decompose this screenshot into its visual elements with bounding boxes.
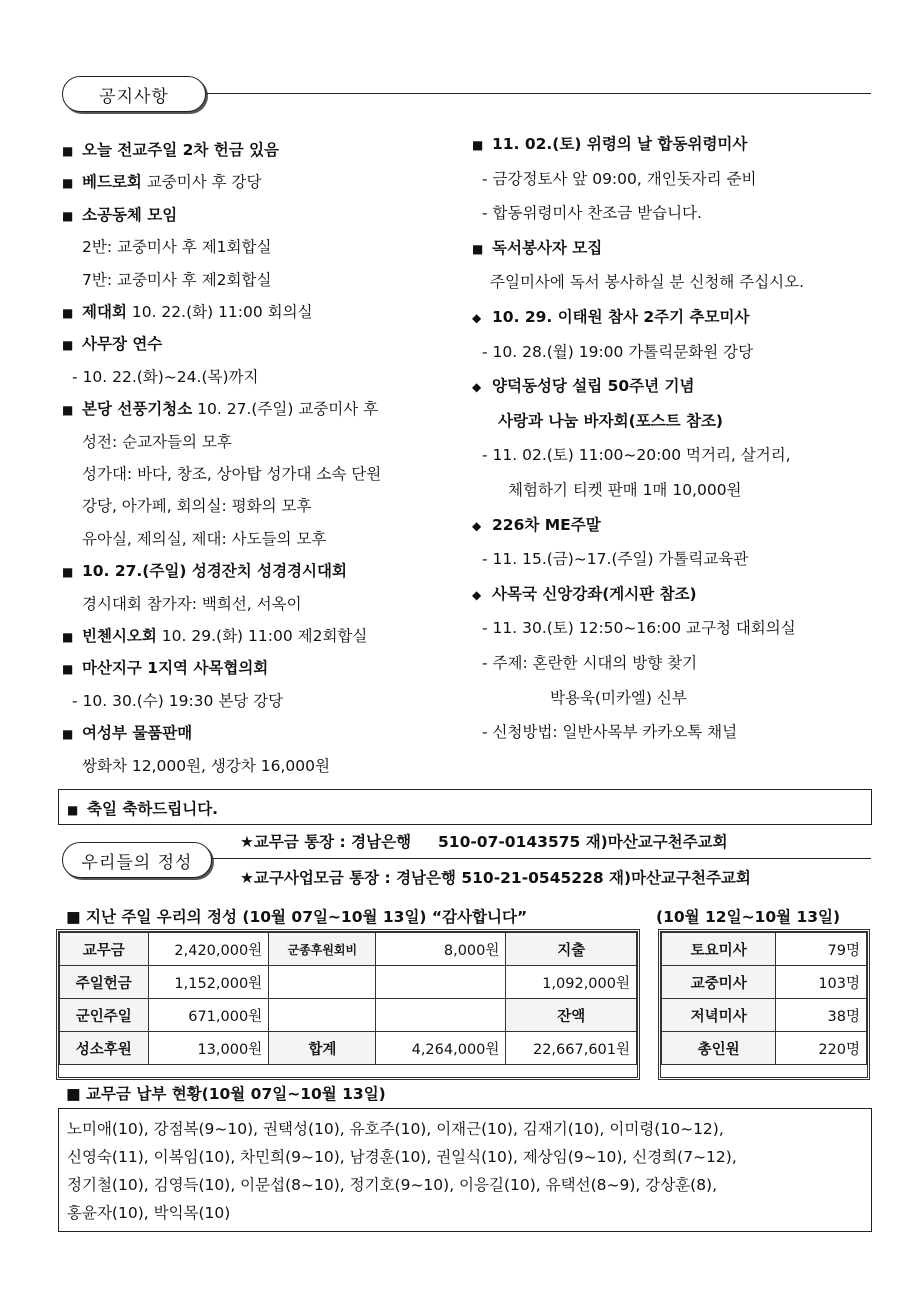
table-row (662, 1032, 867, 1065)
feast-box (58, 789, 872, 825)
table-cell: 220명 (776, 1032, 867, 1065)
notice-item-title: 10. 27.(주일) 성경잔치 성경경시대회 (82, 562, 347, 581)
square-bullet-icon: ■ (62, 306, 74, 320)
square-bullet-icon: ■ (62, 565, 74, 580)
offering-title: 우리들의 정성 (62, 842, 212, 878)
notice-item (490, 270, 804, 292)
notice-item-title: 제대회 (82, 303, 127, 321)
table-cell: 합계 (269, 1032, 376, 1065)
notice-item-text: 성전: 순교자들의 모후 (82, 432, 232, 451)
notice-item-text: 박용욱(미카엘) 신부 (550, 688, 687, 707)
notice-item-title: 10. 29. 이태원 참사 2주기 추모미사 (492, 308, 750, 326)
notice-item-title: 사목국 신앙강좌(게시판 참조) (492, 584, 697, 603)
notice-item-text: 체험하기 티켓 판매 1매 10,000원 (508, 481, 742, 499)
payment-line: 노미애(10), 강점복(9~10), 권택성(10), 유호주(10), 이재근(10), 김재기(10), 이미령(10~12), (67, 1120, 724, 1138)
notice-item-text: 10. 29.(화) 11:00 제2회합실 (156, 627, 368, 645)
notice-item-text: 10. 27.(주일) 교중미사 후 (192, 400, 379, 419)
notice-item-title: 여성부 물품판매 (82, 724, 193, 743)
notice-item (62, 300, 313, 322)
table-row (662, 999, 867, 1032)
square-bullet-icon: ■ (62, 403, 74, 418)
notice-item-text: - 신청방법: 일반사목부 카카오톡 채널 (482, 723, 738, 742)
notice-item (482, 547, 748, 569)
notice-item (482, 720, 737, 742)
table-cell: 38명 (776, 999, 867, 1032)
table-row (662, 966, 867, 999)
notice-item (472, 582, 697, 604)
attendance-table (661, 932, 867, 1065)
notice-item-text: - 10. 28.(월) 19:00 가톨릭문화원 강당 (482, 342, 754, 361)
notice-item (82, 235, 271, 257)
notice-item (62, 170, 262, 192)
notice-item-title: 사무장 연수 (82, 335, 163, 354)
attendance-table-frame (658, 929, 870, 1080)
notice-item-text: 10. 22.(화) 11:00 회의실 (126, 303, 313, 321)
notice-item-text: 주일미사에 독서 봉사하실 분 신청해 주십시오. (490, 273, 805, 292)
notice-item-text: - 금강정토사 앞 09:00, 개인돗자리 준비 (482, 169, 757, 188)
table-cell: 주일헌금 (60, 966, 149, 999)
notice-item (62, 203, 177, 225)
notice-item (472, 305, 749, 327)
offering-divider (212, 858, 871, 859)
square-bullet-icon: ■ (62, 338, 74, 353)
diamond-bullet-icon: ◆ (472, 587, 482, 602)
notice-item (482, 340, 753, 362)
table-cell: 1,092,000원 (506, 966, 637, 999)
notice-item-text: - 11. 02.(토) 11:00~20:00 먹거리, 살거리, (482, 446, 791, 465)
table-row (60, 933, 637, 966)
table-cell: 1,152,000원 (148, 966, 269, 999)
notice-item (62, 656, 268, 678)
notice-item (82, 268, 271, 290)
notice-item (82, 462, 381, 484)
square-bullet-icon: ■ (472, 241, 484, 256)
payment-line: 홍윤자(10), 박익목(10) (67, 1204, 231, 1222)
notice-item (62, 559, 347, 581)
notice-item-title: 양덕동성당 설립 50주년 기념 (492, 377, 695, 396)
table-cell: 군인주일 (60, 999, 149, 1032)
table-cell (269, 999, 376, 1032)
notice-item (62, 721, 192, 743)
table-row (662, 933, 867, 966)
table-cell (376, 966, 506, 999)
table-cell: 교무금 (60, 933, 149, 966)
notice-divider (206, 93, 871, 94)
diamond-bullet-icon: ◆ (472, 311, 482, 325)
table-cell: 8,000원 (376, 933, 506, 966)
feast-bullet: ■ (67, 803, 79, 817)
notice-item-text: 2반: 교중미사 후 제1회합실 (82, 238, 272, 257)
notice-item-text: - 10. 22.(화)~24.(목)까지 (72, 367, 259, 386)
table-cell: 103명 (776, 966, 867, 999)
diamond-bullet-icon: ◆ (472, 380, 482, 395)
table-cell: 교중미사 (662, 966, 776, 999)
notice-item (508, 478, 742, 500)
table-cell: 2,420,000원 (148, 933, 269, 966)
notice-item (482, 651, 697, 673)
notice-item-title: 오늘 전교주일 2차 헌금 있음 (82, 141, 280, 159)
table-row (60, 999, 637, 1032)
square-bullet-icon: ■ (62, 662, 74, 677)
notice-item (482, 616, 796, 638)
notice-item-text: 쌍화차 12,000원, 생강차 16,000원 (82, 756, 330, 775)
square-bullet-icon: ■ (62, 727, 74, 742)
notice-item-title: 사랑과 나눔 바자회(포스트 참조) (498, 411, 724, 430)
notice-item (62, 624, 367, 646)
notice-item-text: 경시대회 참가자: 백희선, 서옥이 (82, 594, 302, 613)
notice-item (62, 332, 162, 354)
offering-heading: ■ 지난 주일 우리의 정성 (10월 07일~10월 13일) “감사합니다” (66, 908, 528, 926)
table-cell: 79명 (776, 933, 867, 966)
notice-item (472, 374, 694, 396)
table-cell: 저녁미사 (662, 999, 776, 1032)
notice-item-title: 11. 02.(토) 위령의 날 합동위령미사 (492, 135, 748, 153)
payment-line: 신영숙(11), 이복임(10), 차민희(9~10), 남경훈(10), 권일식(10), 제상임(9~10), 신경희(7~12), (67, 1148, 737, 1166)
table-cell: 잔액 (506, 999, 637, 1032)
square-bullet-icon: ■ (62, 176, 74, 191)
notice-item-text: 7반: 교중미사 후 제2회합실 (82, 270, 272, 289)
notice-item-text: - 10. 30.(수) 19:30 본당 강당 (72, 691, 284, 710)
table-cell: 671,000원 (148, 999, 269, 1032)
bank-account-2: ★교구사업모금 통장 : 경남은행 510-21-0545228 재)마산교구천주교회 (240, 869, 751, 887)
notice-item-title: 마산지구 1지역 사목협의회 (82, 659, 269, 678)
table-cell: 지출 (506, 933, 637, 966)
notice-item-text: - 11. 15.(금)~17.(주일) 가톨릭교육관 (482, 550, 749, 569)
table-cell (269, 966, 376, 999)
notice-title: 공지사항 (62, 76, 206, 112)
notice-item (482, 201, 702, 223)
offering-table-frame (56, 929, 640, 1080)
notice-item-text: - 11. 30.(토) 12:50~16:00 교구청 대회의실 (482, 619, 796, 638)
notice-item-text: - 주제: 혼란한 시대의 방향 찾기 (482, 654, 698, 672)
diamond-bullet-icon: ◆ (472, 518, 482, 533)
payment-box (58, 1108, 872, 1232)
table-cell: 성소후원 (60, 1032, 149, 1065)
square-bullet-icon: ■ (472, 138, 484, 152)
notice-item-text: 성가대: 바다, 창조, 상아탑 성가대 소속 단원 (82, 465, 382, 483)
notice-item (472, 132, 747, 154)
notice-item (472, 236, 602, 258)
notice-item (498, 409, 723, 431)
notice-item (550, 686, 687, 708)
payment-line: 정기철(10), 김영득(10), 이문섭(8~10), 정기호(9~10), 이응길(10), 유택선(8~9), 강상훈(8), (67, 1176, 718, 1194)
table-cell: 22,667,601원 (506, 1032, 637, 1065)
notice-item (62, 397, 378, 419)
notice-item (82, 494, 311, 516)
table-cell: 군종후원회비 (269, 933, 376, 966)
notice-item (62, 138, 279, 160)
bank-account-1: ★교무금 통장 : 경남은행 510-07-0143575 재)마산교구천주교회 (240, 833, 728, 851)
notice-item (82, 754, 330, 776)
notice-item-title: 소공동체 모임 (82, 205, 178, 224)
square-bullet-icon: ■ (62, 144, 74, 158)
table-cell: 총인원 (662, 1032, 776, 1065)
square-bullet-icon: ■ (62, 208, 74, 223)
notice-item-text: 교중미사 후 강당 (141, 173, 262, 192)
notice-item-title: 베드로회 (82, 173, 142, 192)
notice-item-text: 유아실, 제의실, 제대: 사도들의 모후 (82, 529, 327, 548)
table-cell: 13,000원 (148, 1032, 269, 1065)
table-row (60, 966, 637, 999)
notice-item (82, 527, 326, 549)
feast-text: 축일 축하드립니다. (87, 800, 219, 818)
notice-item-text: 강당, 아가페, 회의실: 평화의 모후 (82, 497, 312, 516)
notice-item-text: - 합동위령미사 찬조금 받습니다. (482, 204, 702, 223)
table-cell: 토요미사 (662, 933, 776, 966)
table-cell (376, 999, 506, 1032)
notice-item (482, 167, 756, 189)
table-cell: 4,264,000원 (376, 1032, 506, 1065)
square-bullet-icon: ■ (62, 630, 74, 644)
table-row (60, 1032, 637, 1065)
attendance-heading: (10월 12일~10월 13일) (656, 908, 841, 926)
notice-item-title: 독서봉사자 모집 (492, 238, 603, 257)
notice-item (482, 443, 791, 465)
notice-item-title: 226차 ME주말 (492, 515, 601, 534)
notice-item (72, 365, 258, 387)
notice-item (82, 592, 302, 614)
payment-heading: ■ 교무금 납부 현황(10월 07일~10월 13일) (66, 1085, 386, 1103)
notice-item-title: 본당 선풍기청소 (82, 400, 193, 419)
notice-item (472, 513, 601, 535)
notice-item-title: 빈첸시오회 (82, 627, 157, 645)
notice-item (82, 430, 232, 452)
notice-item (72, 689, 283, 711)
offering-table (59, 932, 637, 1065)
